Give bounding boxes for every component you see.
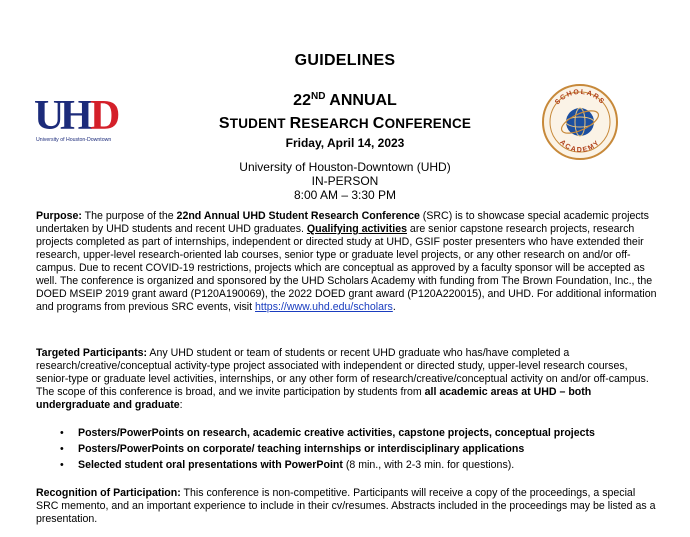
conf-cap-c: C [372,115,385,132]
seal-top-text: SCHOLARS [554,88,606,107]
conf-cap-s: S [218,115,230,132]
bullet-posters-internships: Posters/PowerPoints on corporate/ teaching internships or interdisciplinary applications [78,443,525,455]
participants-label: Targeted Participants: [36,347,148,359]
conference-date: Friday, April 14, 2023 [285,136,405,150]
venue-mode: IN-PERSON [311,174,379,188]
participants-text-2: : [179,399,183,411]
venue-block [0,160,690,202]
guidelines-heading: GUIDELINES [294,52,396,69]
venue-name: University of Houston-Downtown (UHD) [239,160,451,174]
conference-title [0,115,690,133]
conf-cap-r: R [289,115,302,132]
recognition-label: Recognition of Participation: [36,487,181,499]
qualifying-activities-label: Qualifying activities [306,223,407,235]
participation-types-list [54,427,658,475]
scholars-link[interactable]: https://www.uhd.edu/scholars [255,301,393,313]
purpose-conference-name: 22nd Annual UHD Student Research Conference [176,210,420,222]
list-item [54,427,658,440]
recognition-text: This conference is non-competitive. Participants will receive a copy of the proceedings, a special SRC memento, and an important experience to include in their cv/resumes. Abstracts included in the proceedings may be listed as a presentation. [36,487,656,525]
uhd-logo-u: U [34,93,65,139]
purpose-text-4: . [392,301,396,313]
annual-word: ANNUAL [329,92,397,109]
purpose-text-2: (SRC) is to showcase special academic projects undertaken by UHD students and recent UHD graduates. [36,210,649,235]
participants-text-1: Any UHD student or team of students or recent UHD graduate who has/have completed a research/creative/conceptual activity-type project associated with independent or directed study, upper-level research courses, senior-type or graduate level activities, internships, or any other form of research/creative/conceptual activity on and/or off-campus. The scope of this conference is broad, and we invite participation by students from [36,347,649,398]
venue-time: 8:00 AM – 3:30 PM [293,188,397,202]
purpose-text-1: The purpose of the [81,210,177,222]
bullet-posters-research: Posters/PowerPoints on research, academic creative activities, capstone projects, conceptual projects [78,427,595,439]
conf-rest-conference: ONFERENCE [384,116,472,131]
participants-academic-areas: all academic areas at UHD – both undergraduate and graduate [36,386,592,411]
uhd-logo-h: H [60,93,93,139]
bullet-oral-presentations: Selected student oral presentations with PowerPoint [78,459,343,471]
annual-suffix: ND [310,91,326,102]
conf-rest-student: TUDENT [229,116,290,131]
recognition-paragraph [36,487,658,526]
bullet-rest-3: (8 min., with 2-3 min. for questions). [342,459,515,471]
seal-bottom-text: ACADEMY [558,138,602,154]
list-item [54,443,658,456]
purpose-text-3: are senior capstone research projects, research projects completed as part of internships, independent or directed study at UHD, GSIF poster presenters who have extended their research, upper-level research-oriented lab courses, senior type or graduate level projects, or any other research on and/or off-campus. Due to recent COVID-19 restrictions, projects which are conceptual as approved by a faculty sponsor will be accepted as well. The conference is organized and sponsored by the UHD Scholars Academy with funding from The Brown Foundation, Inc., the DOED MSEIP 2019 grant award (P120A190069), the 2022 DOED grant award (P120A220015), and UHD. For additional information and programs from previous SRC events, visit [36,223,657,313]
participants-paragraph [36,347,658,412]
conf-rest-research: ESEARCH [301,116,373,131]
uhd-logo-caption: University of Houston-Downtown [36,137,112,143]
purpose-label: Purpose: [36,210,82,222]
uhd-logo-d: D [90,93,121,139]
purpose-paragraph [36,210,658,314]
annual-number: 22 [293,92,311,109]
list-item [54,459,658,472]
annual-title [0,92,690,110]
